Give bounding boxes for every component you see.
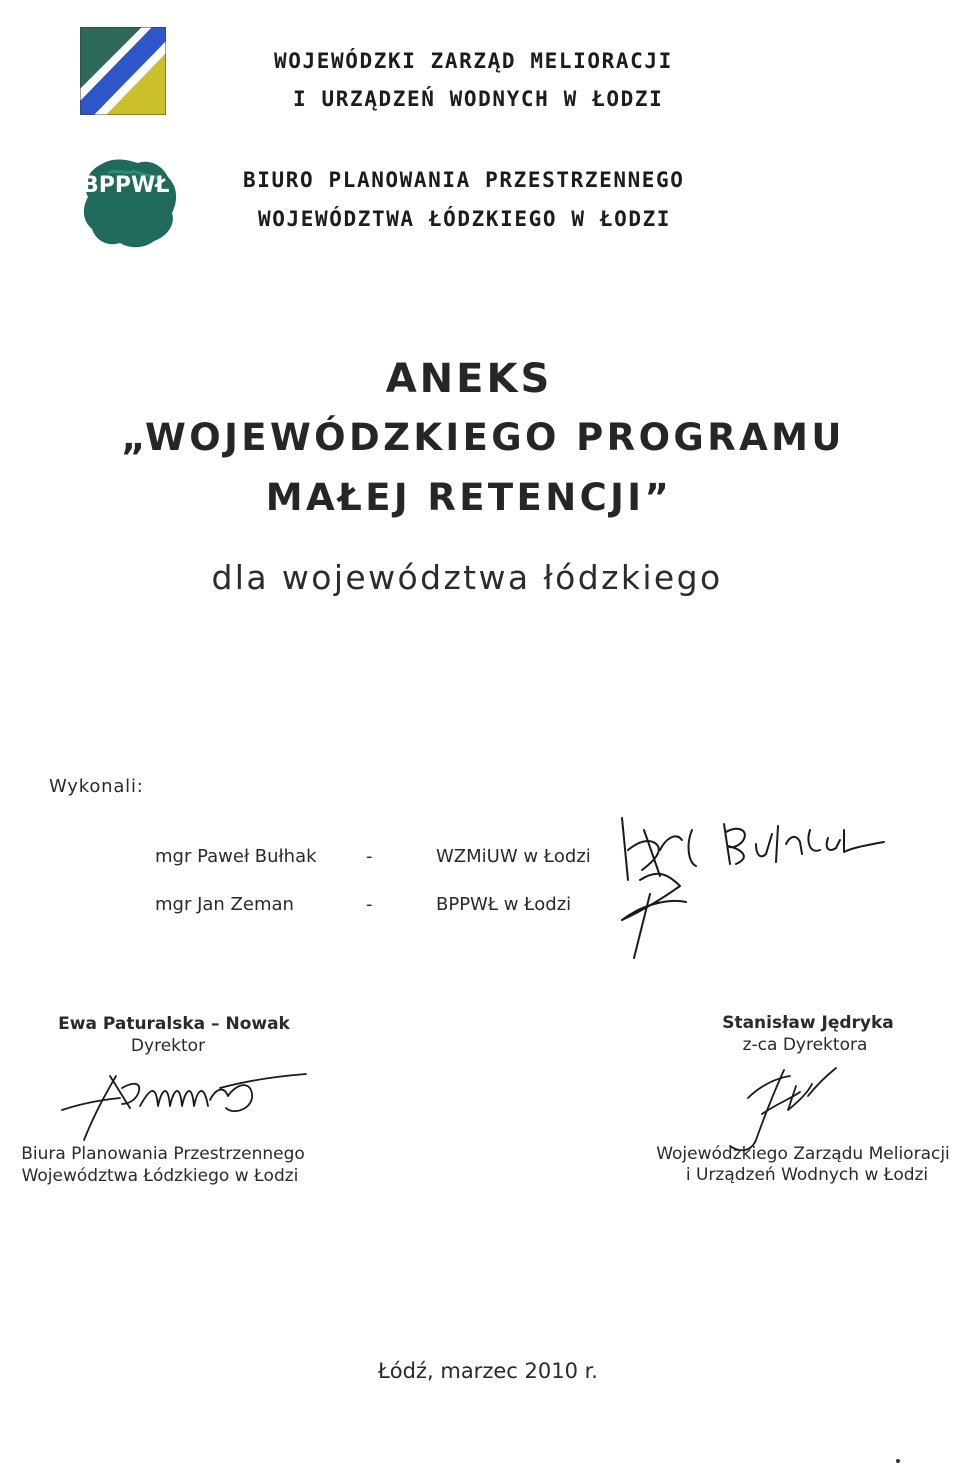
author-signatures bbox=[600, 810, 890, 960]
bppwl-logo-text: BPPWŁ bbox=[82, 173, 170, 198]
author-dash: - bbox=[366, 846, 373, 867]
org1-name-line1: WOJEWÓDZKI ZARZĄD MELIORACJI bbox=[274, 49, 673, 73]
signatory-left-role: Dyrektor bbox=[130, 1036, 206, 1056]
subtitle: dla województwa łódzkiego bbox=[211, 558, 723, 597]
place-date: Łódź, marzec 2010 r. bbox=[378, 1359, 598, 1383]
wzmiuw-logo bbox=[80, 27, 166, 115]
org2-name-line2: WOJEWÓDZTWA ŁÓDZKIEGO W ŁODZI bbox=[258, 207, 672, 231]
signatory-left-org-line2: Województwa Łódzkiego w Łodzi bbox=[21, 1166, 299, 1186]
signatory-left-name: Ewa Paturalska – Nowak bbox=[58, 1014, 290, 1034]
author-name: mgr Paweł Bułhak bbox=[155, 846, 317, 867]
signatory-right-org-line1: Wojewódzkiego Zarządu Melioracji bbox=[656, 1144, 950, 1164]
title-line1: ANEKS bbox=[385, 356, 553, 402]
bppwl-logo bbox=[78, 155, 182, 251]
author-name: mgr Jan Zeman bbox=[155, 894, 294, 915]
title-line3: MAŁEJ RETENCJI” bbox=[265, 476, 673, 519]
author-dash: - bbox=[366, 894, 373, 915]
scan-speck bbox=[896, 1459, 900, 1463]
signatory-left-org-line1: Biura Planowania Przestrzennego bbox=[21, 1144, 305, 1164]
signatory-right-org-line2: i Urządzeń Wodnych w Łodzi bbox=[685, 1165, 929, 1185]
title-line2: „WOJEWÓDZKIEGO PROGRAMU bbox=[121, 416, 845, 459]
author-org: WZMiUW w Łodzi bbox=[436, 846, 591, 867]
org2-name-line1: BIURO PLANOWANIA PRZESTRZENNEGO bbox=[243, 168, 685, 192]
authors-label: Wykonali: bbox=[49, 776, 144, 797]
org1-name-line2: I URZĄDZEŃ WODNYCH W ŁODZI bbox=[293, 87, 664, 111]
signatory-left-signature bbox=[60, 1060, 310, 1150]
signatory-right-role: z-ca Dyrektora bbox=[742, 1035, 868, 1055]
author-org: BPPWŁ w Łodzi bbox=[436, 894, 572, 915]
signatory-right-name: Stanisław Jędryka bbox=[722, 1013, 894, 1033]
